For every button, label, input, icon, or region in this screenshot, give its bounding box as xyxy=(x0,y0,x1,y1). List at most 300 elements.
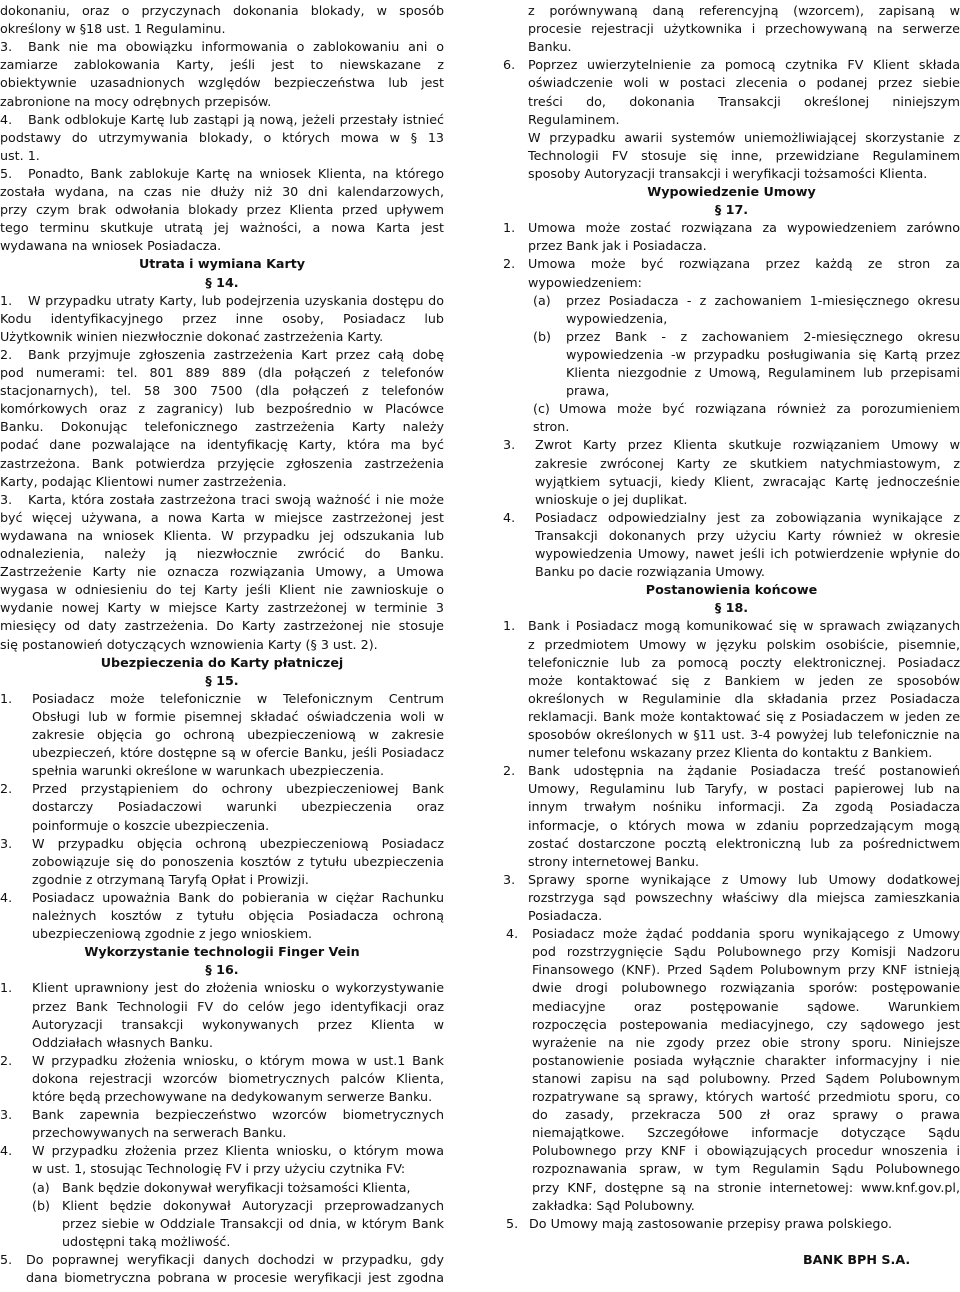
list-number: 3. xyxy=(0,1107,13,1123)
text-line xyxy=(503,1215,960,1233)
line-text: określonych w Regulaminie dla składania przez Posiadacza xyxy=(528,690,960,706)
text-line xyxy=(0,925,444,943)
text-line xyxy=(503,455,960,473)
line-text: zobowiązuje się do ponoszenia kosztów z tytułu ubezpieczenia xyxy=(32,853,444,869)
line-text: § 16. xyxy=(205,962,239,978)
list-number: (c) xyxy=(533,401,550,417)
line-text: Postanowienia końcowe xyxy=(645,582,818,598)
line-text: się postanowień dotyczących wznowienia Karty (§ 3 ust. 2). xyxy=(0,636,378,652)
line-text: podać dane pozwalające na identyfikację Karty, która ma być xyxy=(0,437,444,453)
line-text: Polubownego przy KNF i obowiązujących procedur wnoszenia i xyxy=(532,1143,960,1159)
text-line xyxy=(0,690,444,708)
list-number: 4. xyxy=(503,509,516,525)
text-line xyxy=(503,165,960,183)
line-text: Posiadacza. xyxy=(528,908,603,923)
text-line xyxy=(0,436,444,454)
line-text: określony w §18 ust. 1 Regulaminu. xyxy=(0,21,226,37)
text-line xyxy=(503,563,960,581)
text-line xyxy=(503,654,960,672)
text-line xyxy=(0,581,444,599)
text-line xyxy=(0,871,444,889)
text-line xyxy=(503,961,960,979)
line-text: ust. 1. xyxy=(0,147,40,163)
line-text: zgodnie z otrzymaną Taryfą Opłat i Prowizji. xyxy=(32,871,309,887)
text-line xyxy=(503,925,960,943)
line-text: wydawana na wniosek Posiadacza. xyxy=(0,238,222,254)
text-line xyxy=(0,1233,444,1251)
text-line xyxy=(0,798,444,816)
line-text: poinformuje o koszcie ubezpieczenia. xyxy=(32,817,270,833)
text-line xyxy=(0,1179,444,1197)
text-line xyxy=(0,382,444,400)
line-text: Poprzez uwierzytelnienie za pomocą czytnika FV Klient składa xyxy=(528,57,960,73)
text-line xyxy=(0,111,444,129)
text-line xyxy=(0,237,444,255)
line-text: Zwrot Karty przez Klienta skutkuje rozwiązaniem Umowy w xyxy=(535,437,960,453)
text-line xyxy=(0,563,444,581)
line-text: Posiadacz upoważnia Bank do pobierania w ciężar Rachunku xyxy=(32,889,444,905)
text-line xyxy=(503,636,960,654)
list-number: 4. xyxy=(0,889,13,905)
text-line xyxy=(0,74,444,92)
list-number: 1. xyxy=(503,220,516,236)
text-line xyxy=(503,780,960,798)
line-text: Klient uprawniony jest do złożenia wniosku o wykorzystywanie xyxy=(32,980,444,996)
line-text: wypowiedzenia, xyxy=(566,310,668,326)
section-heading xyxy=(0,672,444,690)
text-line xyxy=(0,998,444,1016)
list-number: (a) xyxy=(32,1179,50,1195)
text-line xyxy=(503,382,960,400)
line-text: wydanie nowej Karty w miejsce Karty zastrzeżonej w terminie 3 xyxy=(0,600,444,616)
line-text: Do poprawnej weryfikacji danych dochodzi w przypadku, gdy xyxy=(26,1251,444,1267)
section-heading xyxy=(503,201,960,219)
line-text: zostać dostarczone pocztą elektroniczną lub za pośrednictwem xyxy=(528,835,960,851)
text-line xyxy=(503,1088,960,1106)
line-text: Bank i Posiadacz mogą komunikować się w sprawach związanych xyxy=(528,618,960,634)
text-line xyxy=(503,889,960,907)
line-text: do zasady, przekracza 500 zł oraz sprawy o prawa xyxy=(532,1107,960,1123)
text-line xyxy=(503,1106,960,1124)
line-text: ubezpieczeniową zgodnie z jego wnioskiem. xyxy=(32,926,313,942)
line-text: odnalezienia, należy ją niezwłocznie zwrócić do Banku. xyxy=(0,546,444,561)
text-line xyxy=(0,1251,444,1269)
text-line xyxy=(0,346,444,364)
line-text: Bank udostępnia na żądanie Posiadacza treść postanowień xyxy=(528,763,960,779)
text-line xyxy=(0,473,444,491)
line-text: dostarczy Posiadaczowi warunki ubezpieczenia oraz xyxy=(32,799,444,815)
text-line xyxy=(0,545,444,563)
line-text: Wykorzystanie technologii Finger Vein xyxy=(84,944,360,960)
text-line xyxy=(0,617,444,635)
text-line xyxy=(0,1106,444,1124)
section-heading xyxy=(0,654,444,672)
line-text: Klient będzie dokonywał Autoryzacji przeprowadzanych xyxy=(62,1197,444,1213)
line-text: Kodu identyfikacyjnego przez inne osoby, Posiadacz lub xyxy=(0,310,444,326)
section-heading xyxy=(0,961,444,979)
line-text: prawa, xyxy=(566,383,610,399)
line-text: przez Posiadacza - z zachowaniem 1-miesięcznego okresu xyxy=(566,292,960,308)
line-text: § 14. xyxy=(205,274,239,290)
list-number: (a) xyxy=(533,292,551,308)
line-text: § 18. xyxy=(714,600,749,616)
line-text: W przypadku awarii systemów uniemożliwiającej skorzystanie z xyxy=(528,129,960,145)
line-text: BANK BPH S.A. xyxy=(803,1251,911,1267)
text-line xyxy=(503,1233,960,1251)
line-text: Umowa może być rozwiązana przez każdą ze stron za xyxy=(528,256,960,272)
line-text: innym trwałym nośniku informacji. Za zgodą Posiadacza xyxy=(528,799,960,815)
list-number: 1. xyxy=(0,980,13,996)
text-line xyxy=(503,708,960,726)
line-text: Bank nie ma obowiązku informowania o zablokowaniu ani o xyxy=(28,39,444,55)
line-text: Regulaminem. xyxy=(528,111,620,127)
list-number: 4. xyxy=(0,1143,13,1159)
text-line xyxy=(503,38,960,56)
text-line xyxy=(0,93,444,111)
list-number: 2. xyxy=(0,781,13,797)
line-text: W przypadku utraty Karty, lub podejrzenia uzyskania dostępu do xyxy=(28,292,444,308)
text-line xyxy=(0,889,444,907)
line-text: przez siebie w Oddziale Transakcji od dnia, w którym Bank xyxy=(62,1215,444,1231)
line-text: procesie rejestracji użytkownika i przechowywaną na serwerze xyxy=(528,21,960,37)
text-line xyxy=(503,545,960,563)
text-line xyxy=(0,328,444,346)
text-line xyxy=(503,2,960,20)
text-line xyxy=(0,1016,444,1034)
text-line xyxy=(0,1070,444,1088)
line-text: udostępni taką możliwość. xyxy=(62,1233,231,1249)
line-text: Użytkownik winien niezwłocznie dokonać zastrzeżenia Karty. xyxy=(0,328,384,344)
text-line xyxy=(503,527,960,545)
line-text: pod numerami: tel. 801 889 889 (dla połączeń z telefonów xyxy=(0,365,444,380)
text-line xyxy=(503,400,960,418)
line-text: wydawana na wniosek Klienta. W przypadku jej odszukania lub xyxy=(0,527,444,543)
line-text: zakresie zwróconej Karty ze skutkiem natychmiastowym, z xyxy=(535,455,960,471)
line-text: wygasa w odniesieniu do tej Karty jeśli Klient nie zawnioskuje o xyxy=(0,582,444,598)
text-line xyxy=(0,129,444,147)
text-line xyxy=(0,491,444,509)
line-text: Klienta niezgodnie z Umową, Regulaminem lub przepisami xyxy=(566,365,960,380)
text-line xyxy=(503,74,960,92)
text-line xyxy=(0,762,444,780)
text-line xyxy=(503,129,960,147)
line-text: niemajątkowe. Szczegółowe informacje dotyczące Sądu xyxy=(532,1125,960,1141)
line-text: zastrzeżona. Bank potwierdza przyjęcie zgłoszenia zastrzeżenia xyxy=(0,455,444,471)
line-text: Umowy, Regulaminu lub Taryfy, w postaci papierowej lub na xyxy=(528,781,960,797)
line-text: zamiarze zablokowania Karty, jeśli jest to niewskazane z xyxy=(0,57,444,73)
line-text: Umowa może zostać rozwiązana za wypowiedzeniem zarówno xyxy=(528,220,960,236)
line-text: wypowiedzeniem: xyxy=(528,274,642,290)
line-text: informacje, o których mowa w zdaniu poprzedzającym mogą xyxy=(528,817,960,833)
section-heading xyxy=(503,581,960,599)
text-line xyxy=(503,56,960,74)
list-number: 1. xyxy=(503,618,516,634)
text-line xyxy=(0,1088,444,1106)
line-text: numer telefonu wskazany przez Klienta do kontaktu z Bankiem. xyxy=(528,745,933,761)
line-text: należnych kosztów z tytułu objęcia Posiadacza ochroną xyxy=(32,908,444,923)
line-text: być więcej używana, a nowa Karta w miejsce zastrzeżonej jest xyxy=(0,509,444,525)
text-line xyxy=(0,20,444,38)
line-text: strony internetowej Banku. xyxy=(528,853,700,869)
text-line xyxy=(0,418,444,436)
list-number: 2. xyxy=(0,1052,13,1068)
text-line xyxy=(0,636,444,654)
line-text: może kontaktować się z Bankiem w jeden ze sposobów xyxy=(528,672,960,688)
line-text: Wypowiedzenie Umowy xyxy=(647,184,816,199)
text-line xyxy=(503,1016,960,1034)
text-line xyxy=(503,762,960,780)
text-line xyxy=(503,255,960,273)
line-text: Przed przystąpieniem do ochrony ubezpieczeniowej Bank xyxy=(32,781,444,797)
line-text: obiektywnie uzasadnionych względów bezpieczeństwa lub jest xyxy=(0,75,444,91)
line-text: komórkowych oraz z zagranicy) lub bezpośrednio w Placówce xyxy=(0,401,444,417)
line-text: wnioskuje o jej duplikat. xyxy=(535,491,688,507)
list-number: 3. xyxy=(503,437,516,453)
text-line xyxy=(0,1034,444,1052)
line-text: mediacyjne oraz postępowanie sądowe. Warunkiem xyxy=(532,998,960,1014)
text-line xyxy=(503,292,960,310)
text-line xyxy=(0,201,444,219)
text-line xyxy=(0,364,444,382)
line-text: została wydana, na czas nie dłuży niż 30 dni kalendarzowych, xyxy=(0,184,444,199)
text-line xyxy=(0,1215,444,1233)
line-text: przy KNF, dostępne są na stronie internetowej: www.knf.gov.pl, xyxy=(532,1179,960,1195)
text-line xyxy=(503,1142,960,1160)
text-line xyxy=(503,744,960,762)
text-line xyxy=(503,219,960,237)
text-line xyxy=(0,527,444,545)
line-text: dwie drogi polubownego rozwiązania sporów: postępowanie xyxy=(532,980,960,996)
line-text: Bank przyjmuje zgłoszenia zastrzeżenia Kart przez całą dobę xyxy=(28,346,444,362)
line-text: podstawy do utrzymywania blokady, o których mowa w § 13 xyxy=(0,129,444,145)
line-text: Utrata i wymiana Karty xyxy=(138,256,306,272)
text-line xyxy=(0,38,444,56)
line-text: Posiadacz odpowiedzialny jest za zobowiązania wynikające z xyxy=(535,509,960,525)
text-line xyxy=(503,1179,960,1197)
text-line xyxy=(0,219,444,237)
line-text: Karty, podając Klientowi numer zastrzeżenia. xyxy=(0,473,287,489)
section-heading xyxy=(0,255,444,273)
text-line xyxy=(0,708,444,726)
line-text: Obsługi lub w formie pisemnej składać oświadczenia woli w xyxy=(32,708,444,724)
line-text: Karta, która została zastrzeżona traci swoją ważność i nie może xyxy=(28,491,444,507)
list-number: 2. xyxy=(503,763,516,779)
list-number: 3. xyxy=(0,491,13,507)
line-text: Finansowego (KNF). Przed Sądem Polubownym przy KNF istnieją xyxy=(532,962,960,978)
text-line xyxy=(0,1197,444,1215)
text-line xyxy=(503,473,960,491)
line-text: spełnia warunki określone w warunkach ubezpieczenia. xyxy=(32,763,385,779)
text-line xyxy=(0,165,444,183)
line-text: Transakcji dokonanych przy użyciu Karty również w okresie xyxy=(535,527,960,543)
text-line xyxy=(0,2,444,20)
text-line xyxy=(503,726,960,744)
line-text: stanowi zapisu na sąd polubowny. Przed Sądem Polubownym xyxy=(532,1070,960,1086)
line-text: rozpoczęcia postepowania mediacyjnego, czy sądowego jest xyxy=(532,1016,960,1032)
text-line xyxy=(503,364,960,382)
text-line xyxy=(503,943,960,961)
line-text: Oddziałach własnych Banku. xyxy=(32,1034,214,1050)
text-line xyxy=(503,1124,960,1142)
list-number: 4. xyxy=(0,111,13,127)
line-text: Bank zapewnia bezpieczeństwo wzorców biometrycznych xyxy=(32,1107,444,1123)
text-line xyxy=(503,871,960,889)
text-line xyxy=(0,744,444,762)
text-line xyxy=(503,1052,960,1070)
text-line xyxy=(0,853,444,871)
text-line xyxy=(0,1160,444,1178)
line-text: Bank będzie dokonywał weryfikacji tożsamości Klienta, xyxy=(62,1179,411,1195)
line-text: Banku. xyxy=(528,39,572,55)
line-text: dokonaniu, oraz o przyczynach dokonania blokady, w sposób xyxy=(0,3,444,18)
list-number: 4. xyxy=(506,926,519,942)
text-line xyxy=(0,599,444,617)
section-heading xyxy=(503,599,960,617)
list-number: 3. xyxy=(503,871,516,887)
text-line xyxy=(503,979,960,997)
line-text: które będą przechowywane na dedykowanym serwerze Banku. xyxy=(32,1089,433,1104)
line-text: oświadczenie woli w postaci zlecenia o podanej przez siebie xyxy=(528,75,960,91)
text-line xyxy=(0,979,444,997)
text-line xyxy=(503,672,960,690)
text-line xyxy=(0,780,444,798)
line-text: przez Bank - z zachowaniem 2-miesięcznego okresu xyxy=(566,328,960,344)
line-text: rozpoznawania spraw, w tym Regulamin Sądu Polubownego xyxy=(532,1161,960,1177)
text-line xyxy=(0,907,444,925)
line-text: W przypadku objęcia ochroną ubezpieczeniową Posiadacz xyxy=(32,835,444,851)
list-number: 2. xyxy=(0,346,13,362)
text-line xyxy=(0,147,444,165)
list-number: 1. xyxy=(0,292,13,308)
list-number: (b) xyxy=(533,328,551,344)
list-number: (b) xyxy=(32,1197,50,1213)
line-text: § 17. xyxy=(714,202,749,218)
text-line xyxy=(0,1124,444,1142)
line-text: z przedmiotem Umowy w języku polskim osobiście, pisemnie, xyxy=(528,636,960,652)
list-number: 5. xyxy=(506,1215,519,1231)
list-number: 5. xyxy=(0,165,13,181)
text-line xyxy=(503,147,960,165)
text-line xyxy=(503,1034,960,1052)
text-line xyxy=(503,1160,960,1178)
line-text: rozstrzyga sąd powszechny właściwy dla miejsca zamieszkania xyxy=(528,889,960,905)
text-line xyxy=(503,1251,960,1269)
line-text: Zastrzeżenie Karty nie oznacza rozwiązania Umowy, a Umowa xyxy=(0,564,444,580)
text-line xyxy=(0,455,444,473)
line-text: wypowiedzenia -w przypadku posługiwania się Kartą przez xyxy=(566,346,960,362)
text-line xyxy=(503,798,960,816)
text-line xyxy=(503,328,960,346)
line-text: Posiadacz może telefonicznie w Telefonicznym Centrum xyxy=(32,690,444,706)
line-text: sposoby Autoryzacji transakcji i weryfikacji tożsamości Klienta. xyxy=(528,165,928,181)
text-line xyxy=(503,418,960,436)
text-line xyxy=(503,491,960,509)
line-text: rozpatrywane są sprawy, których wartość przedmiotu sporu, co xyxy=(532,1089,960,1104)
line-text: wyrażenie na nie zgody przez obie strony sporu. Niniejsze xyxy=(532,1034,960,1050)
line-text: Posiadacz może żądać poddania sporu wynikającego z Umowy xyxy=(532,926,960,942)
line-text: Ponadto, Bank zablokuje Kartę na wniosek Klienta, na którego xyxy=(28,165,444,181)
line-text: Banku. Dokonując telefonicznego zastrzeżenia Karty należy xyxy=(0,419,444,435)
section-heading xyxy=(0,943,444,961)
text-line xyxy=(503,853,960,871)
line-text: pod rozstrzygnięcie Sądu Polubownego przy Komisji Nadzoru xyxy=(532,944,960,960)
line-text: wypowiedzenia Umowy, nawet jeśli ich potwierdzenie wpłynie do xyxy=(535,546,960,561)
list-number: 5. xyxy=(0,1251,13,1267)
section-heading xyxy=(0,274,444,292)
text-line xyxy=(0,183,444,201)
line-text: przy czym brak odwołania blokady przez Klienta przed upływem xyxy=(0,202,444,218)
text-line xyxy=(503,93,960,111)
line-text: sposobów określonych w §11 ust. 3-4 powyżej lub telefonicznie na xyxy=(528,727,960,742)
line-text: zakładka: Sąd Polubowny. xyxy=(532,1197,695,1213)
text-line xyxy=(0,292,444,310)
line-text: w ust. 1, stosując Technologię FV i przy użyciu czytnika FV: xyxy=(32,1161,406,1177)
text-line xyxy=(503,998,960,1016)
line-text: z porównywaną daną referencyjną (wzorcem), zapisaną w xyxy=(528,3,960,18)
text-line xyxy=(0,400,444,418)
list-number: 2. xyxy=(503,256,516,272)
line-text: Umowa może być rozwiązana również za porozumieniem xyxy=(559,401,960,417)
text-line xyxy=(0,509,444,527)
line-text: zakresie objęcia go ochroną ubezpieczeniową w zakresie xyxy=(32,727,444,742)
line-text: przez Bank Technologii FV do celów jego identyfikacji oraz xyxy=(32,998,444,1014)
list-number: 6. xyxy=(503,57,516,73)
section-heading xyxy=(503,183,960,201)
text-line xyxy=(503,835,960,853)
text-line xyxy=(503,1197,960,1215)
line-text: Bank odblokuje Kartę lub zastąpi ją nową, jeżeli przestały istnieć xyxy=(28,111,444,127)
text-line xyxy=(0,1142,444,1160)
line-text: postanowienie posiada wyłącznie charakter informacyjny i nie xyxy=(532,1052,960,1068)
text-line xyxy=(0,1269,444,1287)
line-text: Technologii FV stosuje się inne, przewidziane Regulaminem xyxy=(528,147,960,163)
text-line xyxy=(503,310,960,328)
line-text: stacjonarnych), tel. 58 300 7500 (dla połączeń z telefonów xyxy=(0,383,444,399)
line-text: dokona rejestracji wzorców biometrycznych palców Klienta, xyxy=(32,1070,444,1086)
text-line xyxy=(503,1070,960,1088)
text-line xyxy=(503,690,960,708)
text-line xyxy=(503,817,960,835)
text-line xyxy=(503,111,960,129)
line-text: telefonicznie lub za pomocą poczty elektronicznej. Posiadacz xyxy=(528,654,960,670)
line-text: stron. xyxy=(533,419,570,435)
line-text: W przypadku złożenia wniosku, o którym mowa w ust.1 Bank xyxy=(32,1052,444,1068)
line-text: przechowywanych na serwerach Banku. xyxy=(32,1125,287,1141)
text-line xyxy=(503,436,960,454)
line-text: dana biometryczna pobrana w procesie weryfikacji jest zgodna xyxy=(26,1270,444,1285)
line-text: reklamacji. Bank może kontaktować się z Posiadaczem w jeden ze xyxy=(528,708,960,724)
line-text: miesięcy od daty zastrzeżenia. Do Karty zastrzeżonej nie stosuje xyxy=(0,618,444,634)
line-text: przez Bank jak i Posiadacza. xyxy=(528,238,707,254)
line-text: § 15. xyxy=(205,672,239,688)
text-line xyxy=(503,20,960,38)
text-line xyxy=(503,617,960,635)
line-text: Do Umowy mają zastosowanie przepisy prawa polskiego. xyxy=(529,1215,893,1231)
text-line xyxy=(503,907,960,925)
line-text: ubezpieczeń, które dostępne są w ofercie Banku, jeśli Posiadacz xyxy=(32,745,444,761)
line-text: tego terminu skutkuje utratą jej ważności, a nowa Karta jest xyxy=(0,220,444,236)
text-line xyxy=(0,56,444,74)
list-number: 1. xyxy=(0,690,13,706)
text-line xyxy=(0,817,444,835)
list-number: 3. xyxy=(0,39,13,55)
line-text: W przypadku złożenia przez Klienta wniosku, o którym mowa xyxy=(32,1143,444,1159)
text-line xyxy=(0,726,444,744)
text-line xyxy=(503,509,960,527)
text-line xyxy=(0,310,444,328)
text-line xyxy=(503,346,960,364)
list-number: 3. xyxy=(0,835,13,851)
